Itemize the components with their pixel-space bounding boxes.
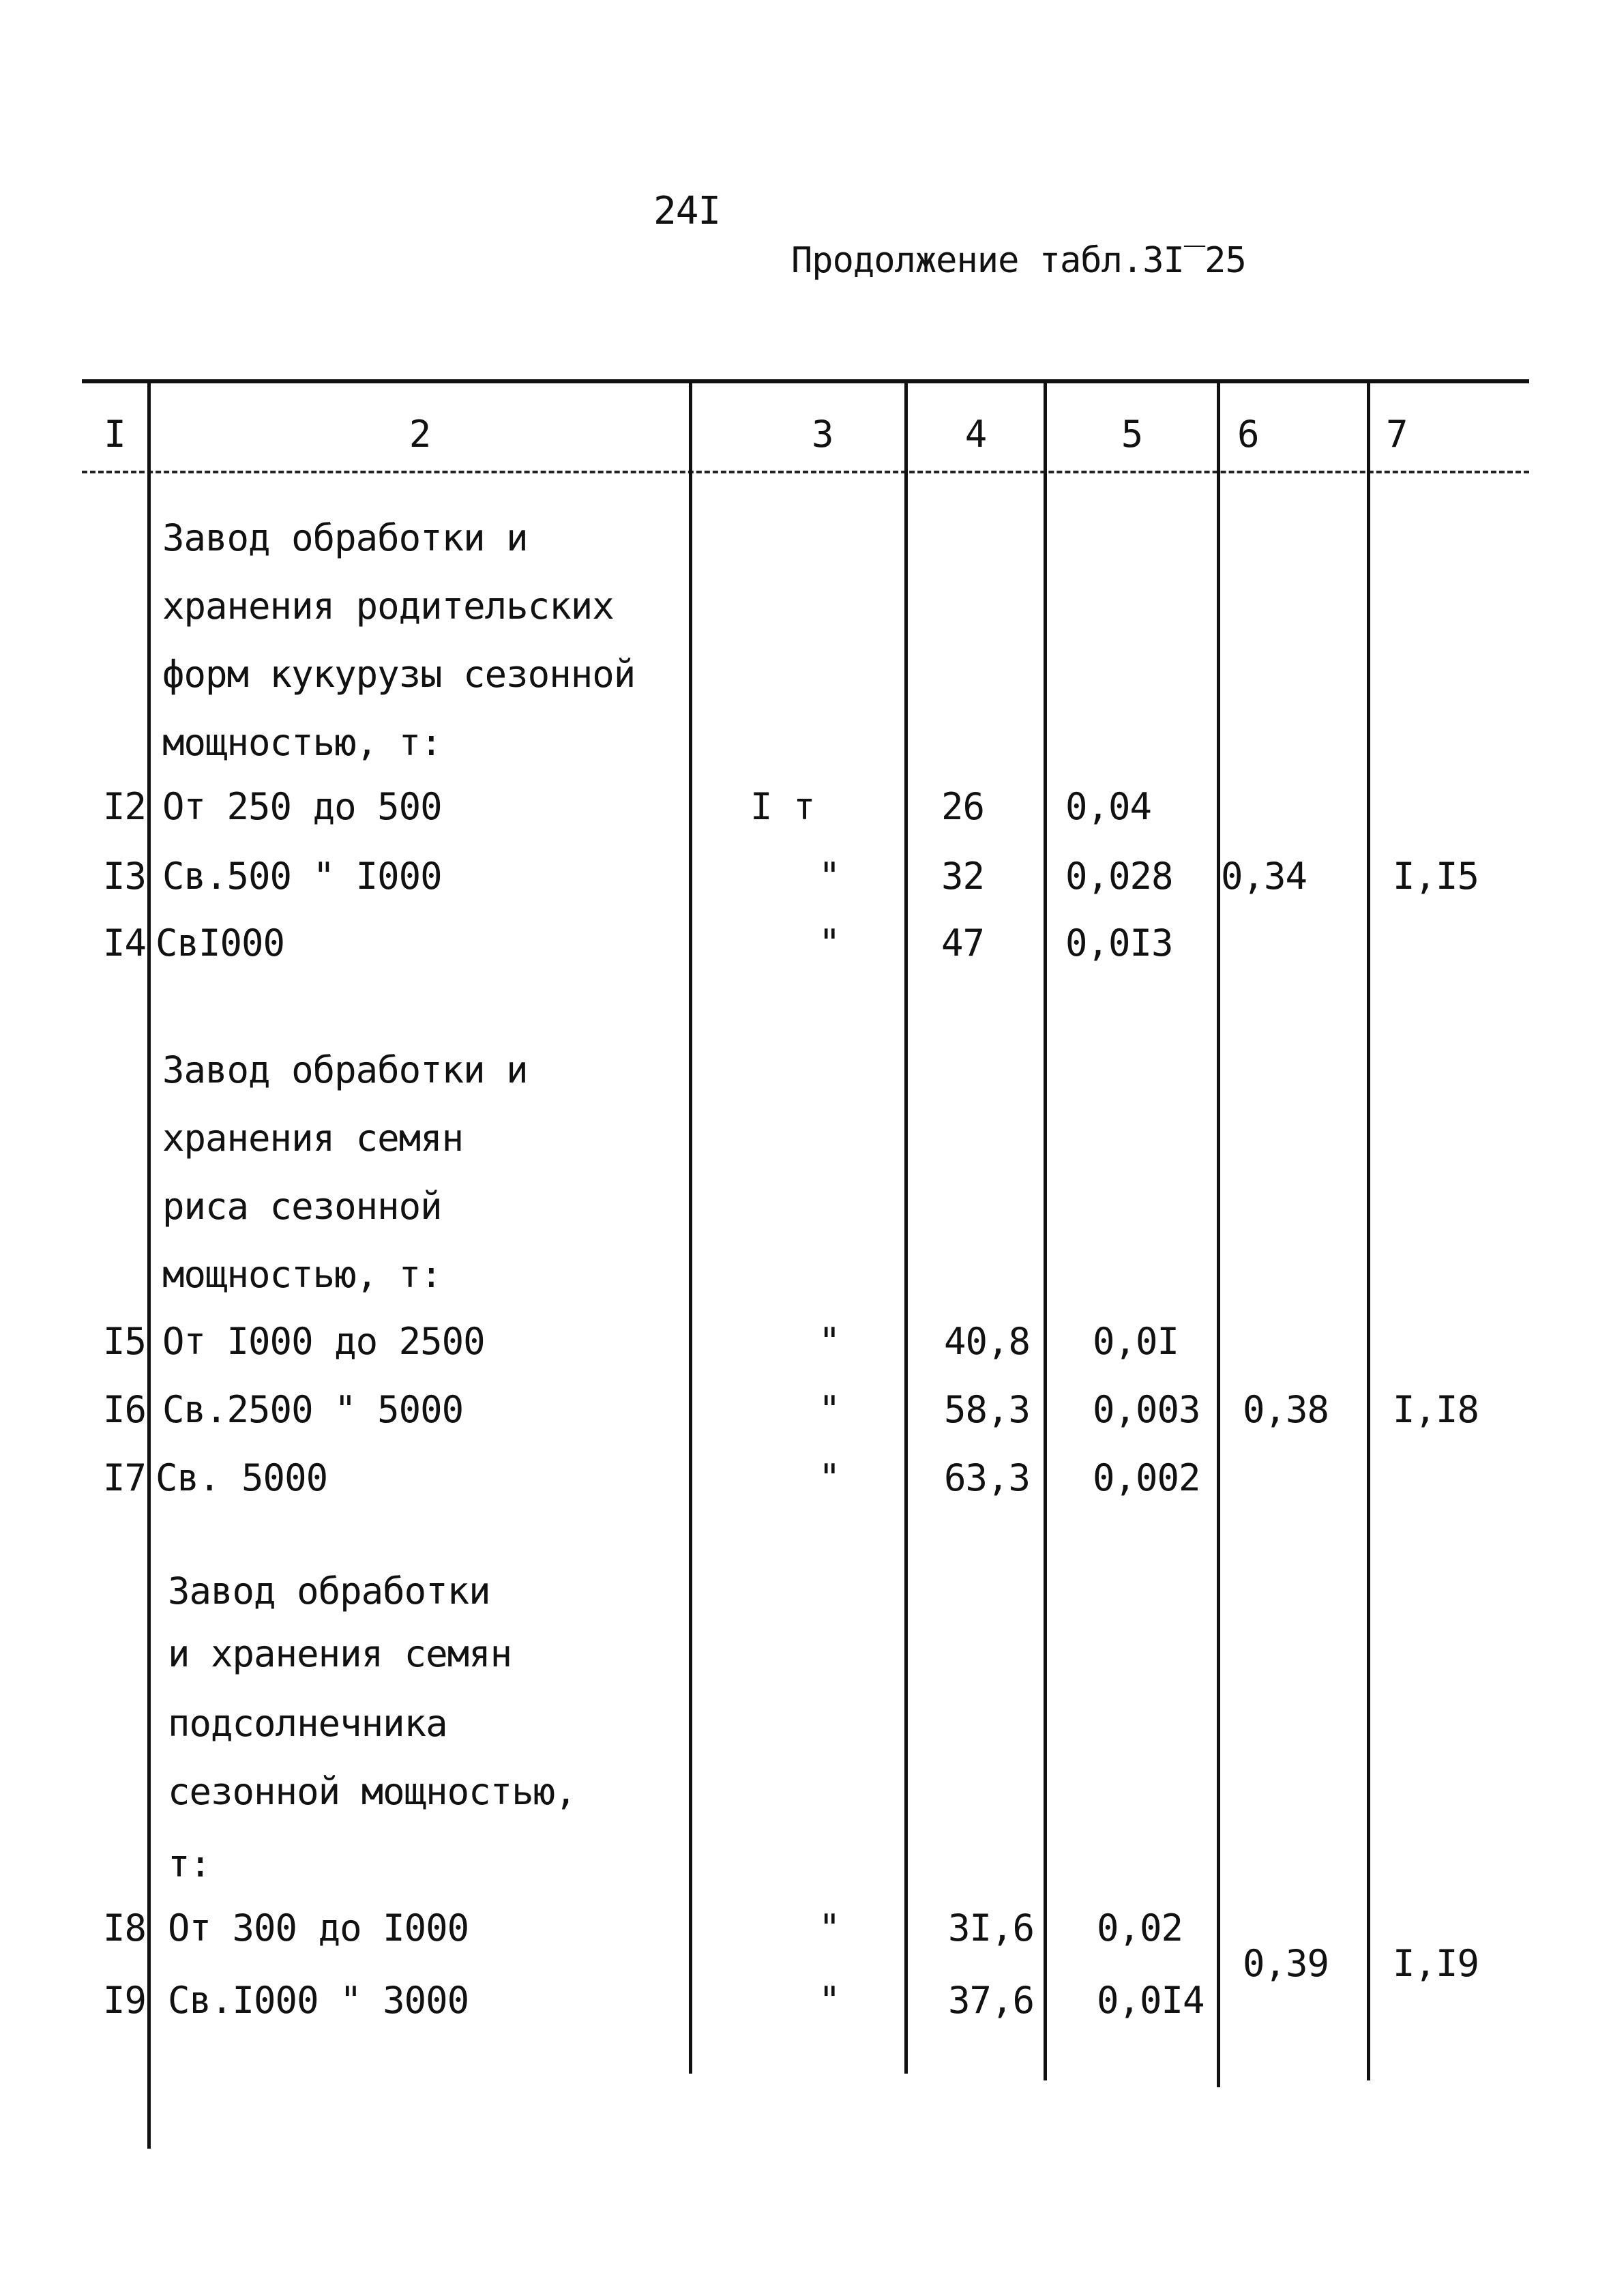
row-unit-ditto: " xyxy=(818,1456,840,1499)
row-col4: 47 xyxy=(941,922,985,965)
row-col5: 0,0I xyxy=(1093,1320,1179,1363)
row-col4: 26 xyxy=(941,785,985,828)
group-title-line: Завод обработки xyxy=(168,1570,490,1613)
row-name: Св.2500 " 5000 xyxy=(162,1388,464,1431)
row-number: I3 xyxy=(102,855,146,898)
row-number: I7 xyxy=(102,1456,146,1499)
column-divider-4 xyxy=(1044,382,1047,2080)
row-col5: 0,003 xyxy=(1093,1388,1200,1431)
row-unit-ditto: " xyxy=(818,922,840,965)
row-col4: 32 xyxy=(941,855,985,898)
row-name: Св.I000 " 3000 xyxy=(168,1979,469,2022)
row-unit: I т xyxy=(750,785,815,828)
group-title-line: хранения родительских xyxy=(162,585,614,628)
row-col4: 37,6 xyxy=(948,1979,1035,2022)
group-title-line: мощностью, т: xyxy=(162,1253,442,1296)
group-col6: 0,34 xyxy=(1221,855,1307,898)
row-col4: 58,3 xyxy=(944,1388,1031,1431)
group-col7: I,I5 xyxy=(1393,855,1479,898)
group-col7: I,I8 xyxy=(1393,1388,1479,1431)
row-unit-ditto: " xyxy=(818,855,840,898)
column-header-1: I xyxy=(104,413,125,456)
group-col6: 0,39 xyxy=(1243,1942,1329,1985)
row-number: I8 xyxy=(102,1907,146,1949)
row-col5: 0,002 xyxy=(1093,1456,1200,1499)
row-number: I9 xyxy=(102,1979,146,2022)
row-col5: 0,02 xyxy=(1097,1907,1183,1949)
table-continuation-caption: Продолжение табл.3I‾25 xyxy=(791,240,1246,281)
group-col7: I,I9 xyxy=(1393,1942,1479,1985)
row-number: I6 xyxy=(102,1388,146,1431)
group-title-line: сезонной мощностью, xyxy=(168,1770,576,1813)
column-header-2: 2 xyxy=(409,413,431,456)
header-separator-rule xyxy=(82,471,1529,473)
row-number: I2 xyxy=(102,785,146,828)
row-name: От I000 до 2500 xyxy=(162,1320,485,1363)
row-col5: 0,0I3 xyxy=(1065,922,1173,965)
row-unit-ditto: " xyxy=(818,1320,840,1363)
row-name: Св. 5000 xyxy=(156,1456,328,1499)
column-header-4: 4 xyxy=(964,413,987,456)
group-title-line: форм кукурузы сезонной xyxy=(162,653,636,696)
row-name: СвI000 xyxy=(156,922,285,965)
group-title-line: хранения семян xyxy=(162,1117,464,1160)
row-unit-ditto: " xyxy=(818,1979,840,2022)
column-divider-5 xyxy=(1217,382,1220,2087)
group-title-line: Завод обработки и xyxy=(162,516,528,559)
row-col5: 0,04 xyxy=(1065,785,1152,828)
row-col4: 63,3 xyxy=(944,1456,1031,1499)
column-header-3: 3 xyxy=(812,413,833,456)
row-name: Св.500 " I000 xyxy=(162,855,442,898)
group-title-line: риса сезонной xyxy=(162,1185,442,1228)
row-name: От 250 до 500 xyxy=(162,785,442,828)
group-col6: 0,38 xyxy=(1243,1388,1329,1431)
row-unit-ditto: " xyxy=(818,1907,840,1949)
group-title-line: т: xyxy=(168,1842,211,1885)
group-title-line: и хранения семян xyxy=(168,1632,512,1675)
row-col5: 0,028 xyxy=(1065,855,1173,898)
table-top-rule xyxy=(82,379,1529,383)
group-title-line: Завод обработки и xyxy=(162,1048,528,1091)
row-unit-ditto: " xyxy=(818,1388,840,1431)
row-number: I4 xyxy=(102,922,146,965)
group-title-line: мощностью, т: xyxy=(162,721,442,764)
column-header-5: 5 xyxy=(1121,413,1143,456)
column-divider-6 xyxy=(1367,382,1370,2080)
column-divider-1 xyxy=(147,382,151,2149)
row-col5: 0,0I4 xyxy=(1097,1979,1204,2022)
page-number: 24I xyxy=(653,189,721,233)
row-col4: 3I,6 xyxy=(948,1907,1035,1949)
group-title-line: подсолнечника xyxy=(168,1702,447,1745)
row-name: От 300 до I000 xyxy=(168,1907,469,1949)
column-divider-3 xyxy=(904,382,908,2074)
column-header-7: 7 xyxy=(1386,413,1408,456)
column-header-6: 6 xyxy=(1237,413,1259,456)
row-col4: 40,8 xyxy=(944,1320,1031,1363)
row-number: I5 xyxy=(102,1320,146,1363)
column-divider-2 xyxy=(689,382,692,2074)
